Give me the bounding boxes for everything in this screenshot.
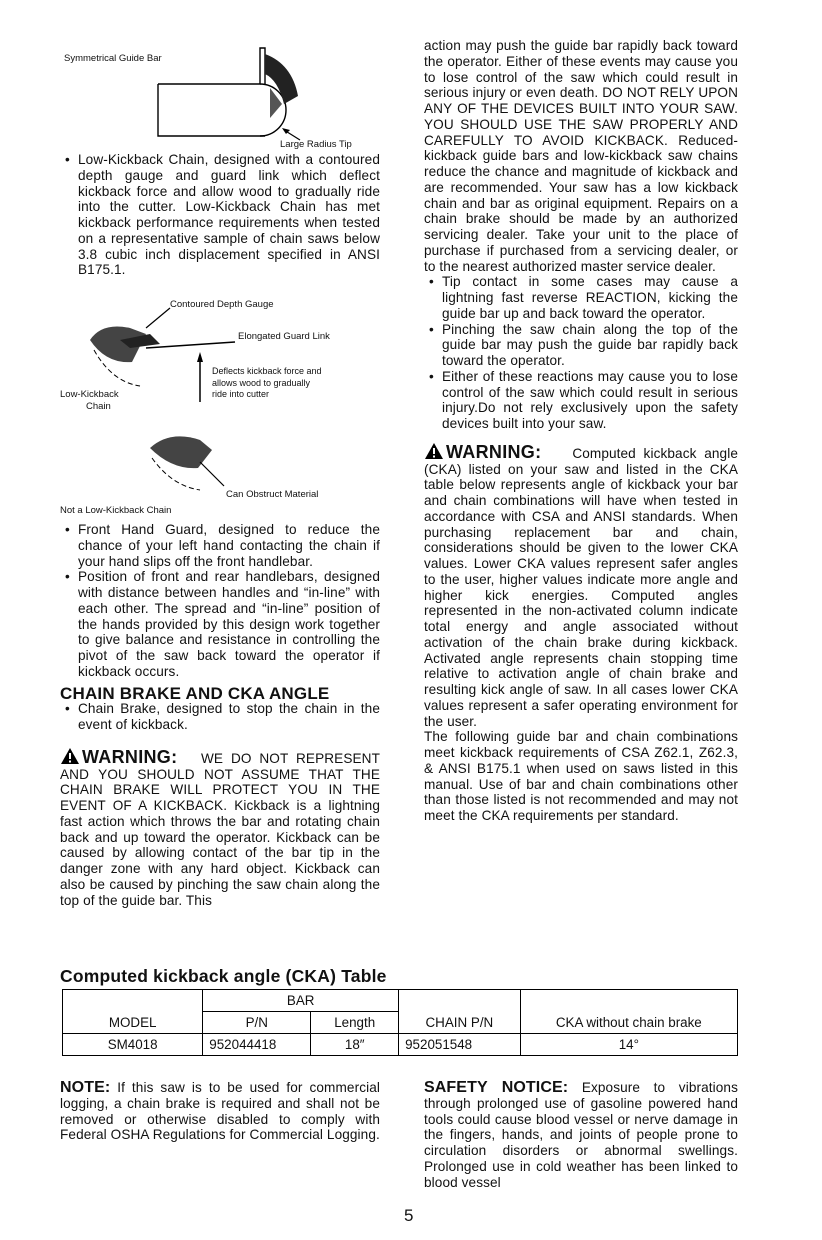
safety-lead: SAFETY NOTICE: <box>424 1079 569 1096</box>
contoured-depth-gauge-label: Contoured Depth Gauge <box>170 299 274 310</box>
table-header-row-2 <box>63 1012 738 1034</box>
left-warning <box>60 747 380 909</box>
right-warning-heading <box>424 442 541 462</box>
warning-icon <box>424 442 444 460</box>
chain-figure <box>60 300 380 515</box>
cka-table-title: Computed kickback angle (CKA) Table <box>60 966 387 986</box>
cka-cell: 14° <box>520 1034 737 1056</box>
deflects-label: Deflects kickback force and allows wood to gradually ride into cutter <box>212 366 322 399</box>
not-low-kickback-label: Not a Low-Kickback Chain <box>60 505 172 516</box>
left-warning-label: WARNING: <box>82 746 178 767</box>
guide-bar-drawing <box>60 44 380 154</box>
cka-header-spacer <box>520 990 737 1012</box>
low-kickback-bullet: • Low-Kickback Chain, designed with a contoured depth gauge and guard link which deflect kickback force and allow wood to gradually ride into the cutter. Low-Kickback Chain has met kickback performance requirements when tested on a representative sample of chain saws below 3.8 cubic inch displacement specified in ANSI B175.1. <box>60 152 380 278</box>
chain-brake-heading: CHAIN BRAKE AND CKA ANGLE <box>60 683 330 703</box>
chain-brake-bullet: • Chain Brake, designed to stop the chain in the event of kickback. <box>60 701 380 733</box>
handguard-list <box>60 522 380 680</box>
reaction-bullet-3: • Either of these reactions may cause you to lose control of the saw which could result in serious injury.Do not rely exclusively upon the safety devices built into your saw. <box>424 369 738 432</box>
pn-cell: 952044418 <box>203 1034 311 1056</box>
right-warning-label: WARNING: <box>446 441 542 462</box>
warning-icon <box>60 747 80 765</box>
action-paragraph: action may push the guide bar rapidly back toward the operator. Either of these events may cause you to lose control of the saw which could result in serious injury or even death. DO NOT RELY UPON ANY OF THE DEVICES BUILT INTO YOUR SAW. YOU SHOULD USE THE SAW PROPERLY AND CAREFULLY TO AVOID KICKBACK. Reduced-kickback guide bars and low-kickback saw chains reduce the chance and magnitude of kickback and are recommended. Your saw has a low kickback chain and bar as original equipment. Repairs on a chain brake should be made by an authorized servicing dealer. Take your unit to the place of purchase if purchased from a servicing dealer, or to the nearest authorized master service dealer. <box>424 38 738 274</box>
right-warning <box>424 442 738 730</box>
chain-brake-list <box>60 701 380 733</box>
note-paragraph <box>60 1080 380 1143</box>
table-header-row-1 <box>63 990 738 1012</box>
left-warning-text: Kickback is a lightning fast action which throws the bar and rotating chain back and up toward the operator. Kickback can be caused by allowing contact of the bar tip in the danger zone with any hard object. Kickback can also be caused by pinching the saw chain along the top of the guide bar. This <box>60 798 380 908</box>
large-radius-tip-label: Large Radius Tip <box>280 139 352 150</box>
symmetrical-guide-bar-label: Symmetrical Guide Bar <box>64 53 162 64</box>
safety-paragraph <box>424 1080 738 1190</box>
right-column <box>424 38 738 824</box>
note-text: If this saw is to be used for commercial logging, a chain brake is required and shall not be removed or otherwise disabled to comply with Federal OSHA Regulations for Commercial Logging. <box>60 1080 380 1143</box>
chain-pn-header: CHAIN P/N <box>399 1012 521 1034</box>
reaction-bullet-1: • Tip contact in some cases may cause a lightning fast reverse REACTION, kicking the guide bar up and back toward the operator. <box>424 274 738 321</box>
following-paragraph: The following guide bar and chain combinations meet kickback requirements of CSA Z62.1, Z62.3, & ANSI B175.1 when used on saws listed in this manual. Use of bar and chain combinations other than those listed is not recommended and may not meet the CKA requirements per standard. <box>424 729 738 823</box>
right-warning-text: angle (CKA) listed on your saw and listed in the CKA table below represents angle of kickback your bar and chain combinations will have when tested in accordance with CSA and ANSI standards. When purchasing replacement bar and chain, considerations should be given to the lower CKA values. Lower CKA values represent safer angles to the user, higher values indicate more angle and higher kick energies. Computed angles represented in the non-activated column indicate total energy and angle associated without activation of the chain brake during kickback. Activated angle represents chain stopping time relative to activation angle of chain brake and resulting kick angle of saw. In all cases lower CKA values represent a safer operating environment for the user. <box>424 445 738 729</box>
front-hand-guard-bullet: • Front Hand Guard, designed to reduce the chance of your left hand contacting the chain if your hand slips off the front handlebar. <box>60 522 380 569</box>
safety-text: Exposure to vibrations through prolonged use of gasoline powered hand tools could cause blood vessel or nerve damage in the fingers, hands, and joints of people prone to circulation disorders or abnormal swellings. Prolonged use in cold weather has been linked to blood vessel <box>424 1080 738 1190</box>
page-number: 5 <box>404 1206 414 1225</box>
cka-header: CKA without chain brake <box>520 1012 737 1034</box>
pn-header: P/N <box>203 1012 311 1034</box>
left-column <box>60 152 380 278</box>
reaction-bullet-2: • Pinching the saw chain along the top of the guide bar may push the guide bar rapidly back toward the operator. <box>424 322 738 369</box>
can-obstruct-label: Can Obstruct Material <box>226 489 319 500</box>
length-cell: 18″ <box>311 1034 399 1056</box>
low-kickback-chain-label-1: Low-Kickback <box>60 389 119 400</box>
cka-table <box>62 989 738 1056</box>
model-header: MODEL <box>63 1012 203 1034</box>
left-warning-caps: WE DO NOT REPRESENT AND YOU SHOULD NOT ASSUME THAT THE CHAIN BRAKE WILL PROTECT YOU IN THE EVENT OF A KICKBACK. <box>60 750 380 813</box>
guide-bar-figure <box>60 44 380 154</box>
safety-block <box>424 1080 738 1190</box>
elongated-guard-link-label: Elongated Guard Link <box>238 331 330 342</box>
length-header: Length <box>311 1012 399 1034</box>
chain-header-spacer <box>399 990 521 1012</box>
right-warning-head: Computed kickback <box>572 445 697 461</box>
low-kickback-chain-label-2: Chain <box>86 401 111 412</box>
model-header-spacer <box>63 990 203 1012</box>
handlebar-position-bullet: • Position of front and rear handlebars, designed with distance between handles and “in-line” with each other. The spread and “in-line” position of the hands provided by this design work together to give balance and resistance in controlling the pivot of the saw back toward the operator if kickback occurs. <box>60 569 380 679</box>
chain-pn-cell: 952051548 <box>399 1034 521 1056</box>
note-lead: NOTE: <box>60 1079 111 1096</box>
table-row <box>63 1034 738 1056</box>
note-block <box>60 1080 380 1143</box>
left-column-lower <box>60 522 380 908</box>
bar-header: BAR <box>203 990 399 1012</box>
left-warning-heading <box>60 747 177 767</box>
low-kickback-list <box>60 152 380 278</box>
reaction-list <box>424 274 738 432</box>
model-cell: SM4018 <box>63 1034 203 1056</box>
